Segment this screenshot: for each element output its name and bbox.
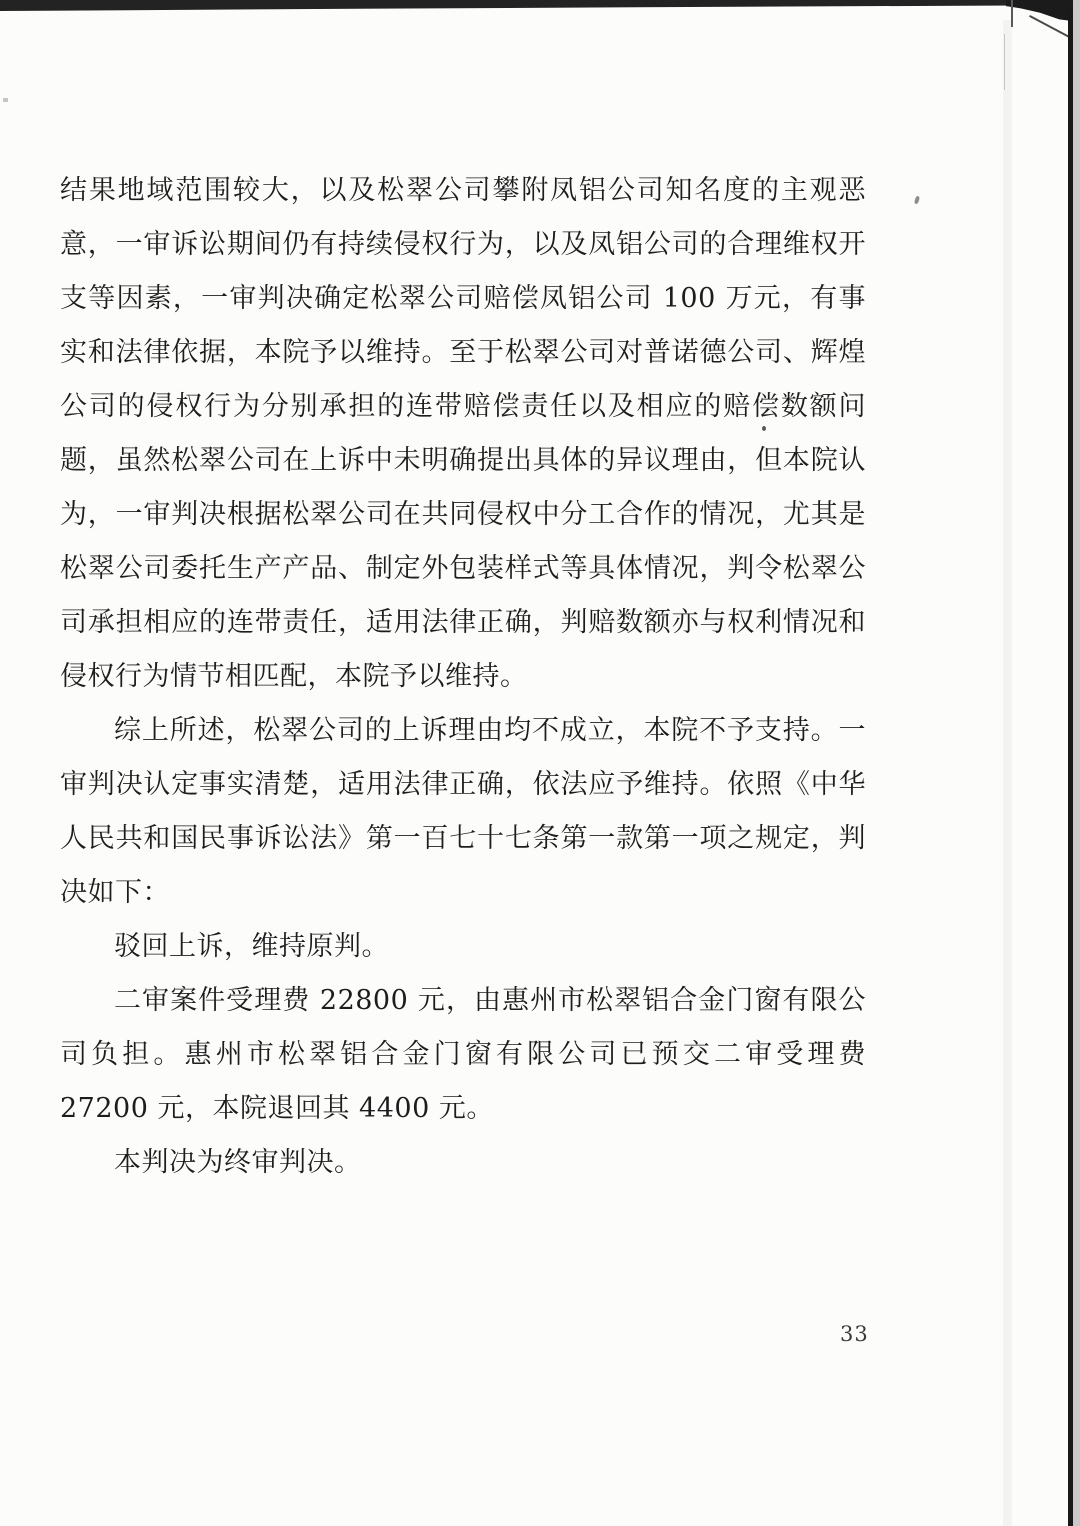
- judgment-paragraph-summary: 综上所述，松翠公司的上诉理由均不成立，本院不予支持。一审判决认定事实清楚，适用法律正确，依法应予维持。依照《中华人民共和国民事诉讼法》第一百七十七条第一款第一项之规定，判决如下：: [60, 715, 866, 908]
- scan-top-edge-band: [0, 0, 1020, 11]
- scan-right-margin-shade: [1073, 0, 1080, 1526]
- judgment-paragraph-final: 本判决为终审判决。: [114, 1147, 362, 1178]
- page-number: 33: [840, 1322, 869, 1346]
- judgment-paragraph-continuation: 结果地域范围较大，以及松翠公司攀附凤铝公司知名度的主观恶意，一审诉讼期间仍有持续侵权行为，以及凤铝公司的合理维权开支等因素，一审判决确定松翠公司赔偿凤铝公司 100 万元，有事实和法律依据，本院予以维持。至于松翠公司对普诺德公司、辉煌公司的侵权行为分别承担的连带赔偿责任以及相应的赔偿数额问题，虽然松翠公司在上诉中未明确提出具体的异议理由，但本院认为，一审判决根据松翠公司在共同侵权中分工合作的情况，尤其是松翠公司委托生产产品、制定外包装样式等具体情况，判令松翠公司承担相应的连带责任，适用法律正确，判赔数额亦与权利情况和侵权行为情节相匹配，本院予以维持。: [60, 175, 866, 692]
- judgment-paragraph-fees: 二审案件受理费 22800 元，由惠州市松翠铝合金门窗有限公司负担。惠州市松翠铝合金门窗有限公司已预交二审受理费 27200 元，本院退回其 4400 元。: [60, 985, 866, 1124]
- scan-vertical-streak: [1003, 20, 1012, 1526]
- ink-speck: [914, 196, 920, 205]
- judgment-paragraph-ruling: 驳回上诉，维持原判。: [114, 931, 389, 962]
- judgment-text-block: [60, 164, 866, 1190]
- ink-speck: [3, 98, 8, 102]
- scan-right-edge-line: [1068, 8, 1073, 1526]
